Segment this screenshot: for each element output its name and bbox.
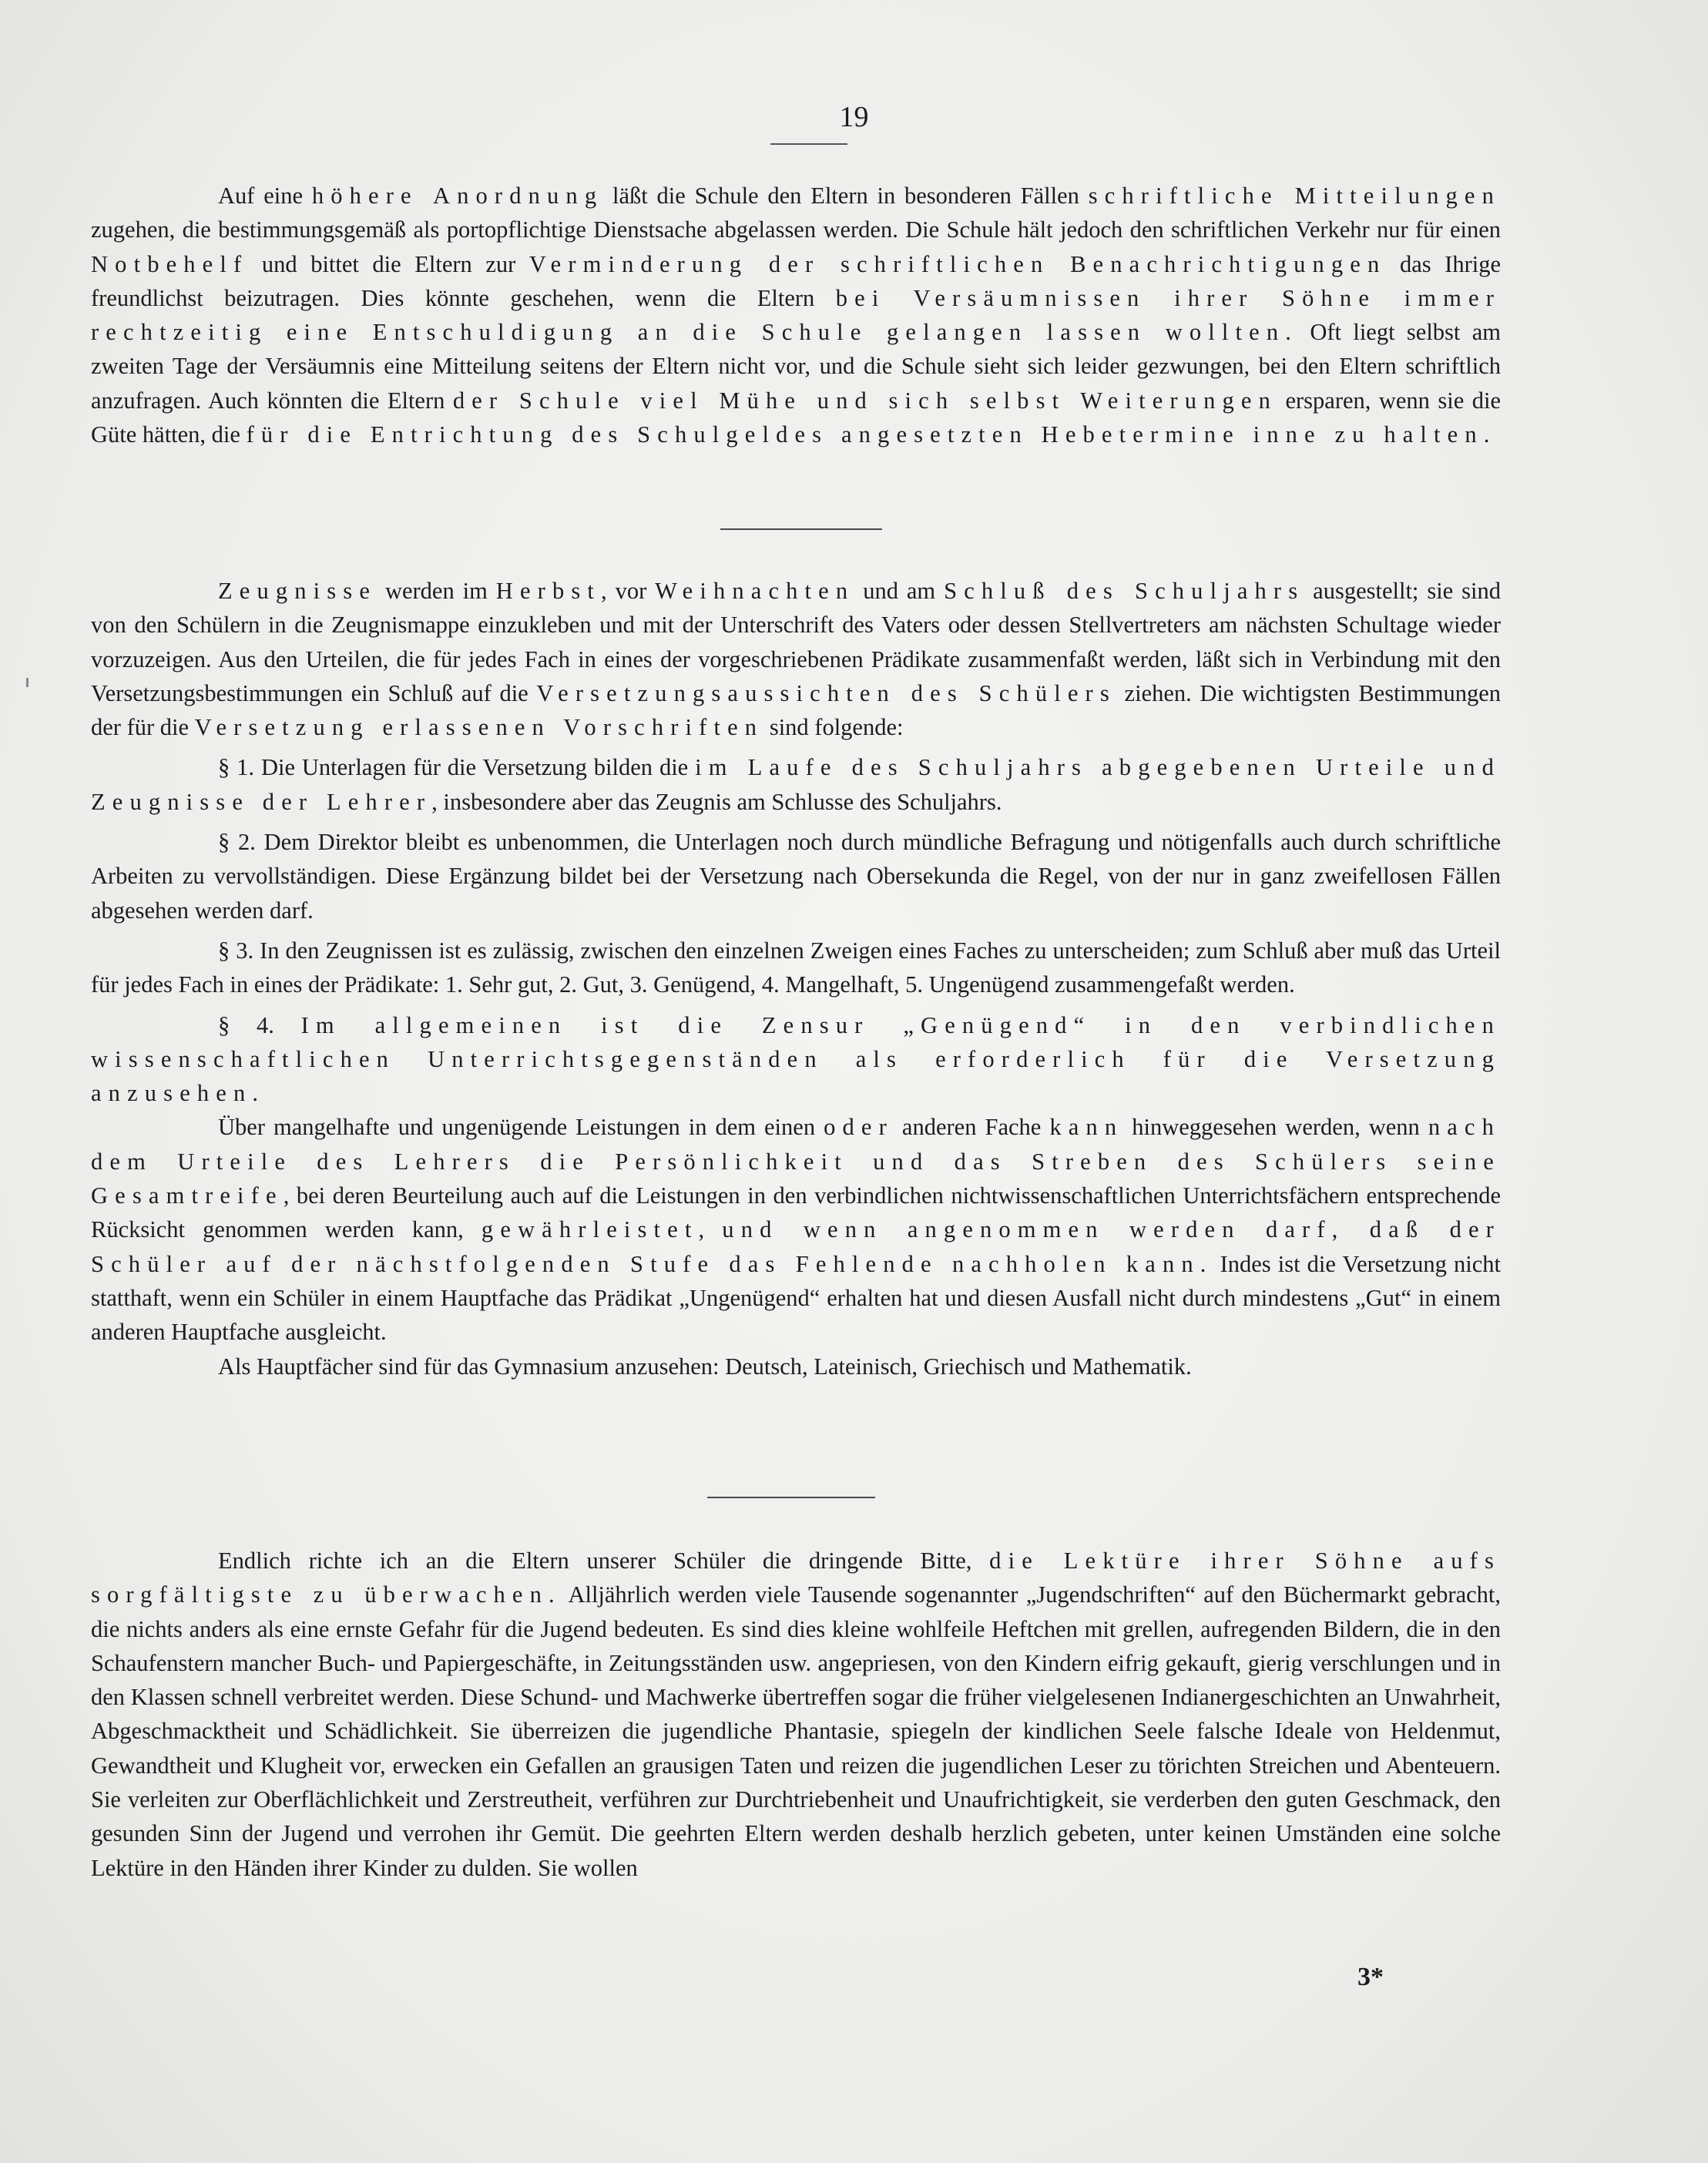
emphasized-text: Verminderung der schriftlichen Benachrichtigungen: [529, 250, 1387, 277]
scan-speck: [26, 678, 29, 687]
emphasized-text: Schluß des Schuljahrs: [944, 578, 1305, 604]
text-run: werden im: [377, 578, 496, 604]
emphasized-text: schriftliche Mitteilungen: [1088, 183, 1501, 209]
text-run: Alljährlich werden viele Tausende sogenannter „Jugendschriften“ auf den Büchermarkt gebracht, die nichts anders als eine ernste Gefahr für die Jugend bedeuten. Es sind dies kleine wohlfeile Heftchen mit grellen, aufregenden Bildern, die in den Schaufenstern mancher Buch- und Papiergeschäfte, in Zeitungsständen usw. angepriesen, von den Kindern eifrig gekauft, gierig verschlungen und in den Klassen schnell verbreitet werden. Diese Schund- und Machwerke übertreffen sogar die früher vielgelesenen Indianergeschichten an Unwahrheit, Abgeschmacktheit und Schädlichkeit. Sie überreizen die jugendliche Phantasie, spiegeln der kindlichen Seele falsche Ideale von Heldenmut, Gewandtheit und Klugheit vor, erwecken ein Gefallen an grausigen Taten und reizen die jugendlichen Leser zu törichten Streichen und Abenteuern. Sie verleiten zur Oberflächlichkeit und Zerstreutheit, verführen zur Durchtriebenheit und Unaufrichtigkeit, sie verderben den guten Geschmack, den gesunden Sinn der Jugend und verrohen ihr Gemüt. Die geehrten Eltern werden deshalb herzlich gebeten, unter keinen Umständen eine solche Lektüre in den Händen ihrer Kinder zu dulden. Sie wollen: [91, 1581, 1501, 1881]
text-run: Endlich richte ich an die Eltern unserer Schüler die dringende Bitte,: [218, 1548, 990, 1574]
emphasized-text: bei Versäumnissen ihrer Söhne immer rechtzeitig eine Entschuldigung an die Schule gelangen lassen wollten.: [91, 284, 1502, 346]
text-run: Indes ist die Versetzung nicht statthaft, wenn ein Schüler in einem Hauptfache das Prädikat „Ungenügend“ erhalten hat und diesen Ausfall nicht durch mindestens „Gut“ in einem anderen Hauptfache ausgleicht.: [91, 1250, 1501, 1346]
emphasized-text: oder: [824, 1114, 894, 1141]
text-run: , vor: [601, 578, 656, 604]
paragraph-deficient-grades: [91, 1110, 1501, 1349]
text-run: anderen Fache: [893, 1114, 1050, 1141]
paragraph-report-cards-intro: [91, 574, 1501, 744]
text-run: § 1. Die Unterlagen für die Versetzung bilden die: [218, 754, 696, 781]
sheet-signature: 3*: [1357, 1963, 1384, 1991]
emphasized-text: für die Entrichtung des Schulgeldes angesetzten Hebetermine inne zu halten.: [246, 421, 1497, 448]
page-number: 19: [839, 101, 869, 133]
emphasized-text: die Lektüre ihrer Söhne aufs sorgfältigste zu überwachen.: [91, 1548, 1502, 1608]
text-run: das Ihrige freundlichst beizutragen. Dies könnte geschehen, wenn die Eltern: [91, 250, 1501, 311]
page-number-rule: [770, 143, 847, 145]
text-run: läßt die Schule den Eltern in besonderen Fällen: [603, 183, 1089, 209]
text-run: Oft liegt selbst am zweiten Tage der Versäumnis eine Mitteilung seitens der Eltern nicht vor, und die Schule sieht sich leider gezwungen, bei den Eltern schriftlich anzufragen. Auch könnten die Eltern: [91, 319, 1501, 414]
emphasized-text: Herbst: [495, 578, 602, 604]
text-run: ausgestellt; sie sind von den Schülern in die Zeugnismappe einzukleben und mit der Unterschrift des Vaters oder dessen Stellvertreters am nächsten Schultage wieder vorzuzeigen. Aus den Urteilen, die für jedes Fach in eines der vorgeschriebenen Prädikate zusammenfaßt werden, läßt sich in Verbindung mit den Versetzungsbestimmungen ein Schluß auf die: [91, 578, 1501, 706]
emphasized-text: nach dem Urteile des Lehrers die Persönlichkeit und das Streben des Schülers seine Gesamtreife: [91, 1114, 1502, 1209]
text-run: sind folgende:: [763, 714, 904, 741]
text-run: Über mangelhafte und ungenügende Leistungen in dem einen: [218, 1114, 824, 1141]
emphasized-text: gewährleistet: [481, 1216, 699, 1243]
emphasized-text: und wenn angenommen werden darf, daß der Schüler auf der nächstfolgenden Stufe das Fehlende nachholen kann.: [91, 1216, 1501, 1277]
text-run: ersparen, wenn sie die Güte hätten, die: [91, 387, 1501, 448]
emphasized-text: Versetzung erlassenen Vorschriften: [194, 714, 764, 741]
emphasized-text: Zeugnisse: [218, 578, 378, 604]
emphasized-text: im Laufe des Schuljahrs abgegebenen Urteile und Zeugnisse der Lehrer: [91, 754, 1501, 815]
section-report-cards: [91, 574, 1501, 1383]
paragraph-communications: [91, 179, 1501, 451]
section-written-communications: [91, 179, 1501, 451]
text-run: und bittet die Eltern zur: [248, 250, 529, 277]
paragraph-reading-material: [91, 1544, 1501, 1885]
section-reading-material: [91, 1544, 1501, 1885]
text-run: , insbesondere aber das Zeugnis am Schlusse des Schuljahrs.: [431, 788, 1002, 815]
text-run: Auf eine: [218, 183, 312, 209]
text-run: ,: [698, 1216, 723, 1243]
emphasized-text: Im allgemeinen ist die Zensur „Genügend“ in den verbindlichen wissenschaftlichen Unterrichtsgegenständen als erforderlich für die Versetzung anzusehen.: [91, 1011, 1501, 1107]
paragraph-section-3: § 3. In den Zeugnissen ist es zulässig, zwischen den einzelnen Zweigen eines Faches zu unterscheiden; zum Schluß aber muß das Urteil für jedes Fach in eines der Prädikate: 1. Sehr gut, 2. Gut, 3. Genügend, 4. Mangelhaft, 5. Ungenügend zusammengefaßt werden.: [91, 937, 1501, 998]
text-run: hinweggesehen werden, wenn: [1123, 1114, 1428, 1141]
text-run: § 4.: [218, 1011, 301, 1038]
paragraph-main-subjects: Als Hauptfächer sind für das Gymnasium anzusehen: Deutsch, Lateinisch, Griechisch und Mathematik.: [218, 1353, 1192, 1380]
emphasized-text: der Schule viel Mühe und sich selbst Weiterungen: [452, 387, 1278, 414]
text-run: ziehen. Die wichtigsten Bestimmungen der für die: [91, 679, 1501, 741]
emphasized-text: Notbehelf: [91, 250, 249, 277]
text-run: und am: [854, 578, 945, 604]
emphasized-text: kann: [1049, 1114, 1124, 1141]
text-run: zugehen, die bestimmungsgemäß als portopflichtige Dienstsache abgelassen werden. Die Schule hält jedoch den schriftlichen Verkehr nur für einen: [91, 216, 1501, 243]
emphasized-text: Versetzungsaussichten des Schülers: [536, 679, 1116, 706]
emphasized-text: höhere Anordnung: [311, 183, 604, 209]
paragraph-section-1: [91, 750, 1501, 819]
text-run: , bei deren Beurteilung auch auf die Leistungen in den verbindlichen nichtwissenschaftlichen Unterrichtsfächern entsprechende Rücksicht genommen werden kann,: [91, 1182, 1501, 1243]
section-divider: [720, 528, 882, 530]
section-divider: [707, 1497, 875, 1498]
paragraph-section-4: [91, 1008, 1501, 1111]
paragraph-section-2: § 2. Dem Direktor bleibt es unbenommen, die Unterlagen noch durch mündliche Befragung und nötigenfalls auch durch schriftliche Arbeiten zu vervollständigen. Diese Ergänzung bildet bei der Versetzung nach Obersekunda die Regel, von der nur in ganz zweifellosen Fällen abgesehen werden darf.: [91, 829, 1501, 924]
emphasized-text: Weihnachten: [655, 578, 855, 604]
